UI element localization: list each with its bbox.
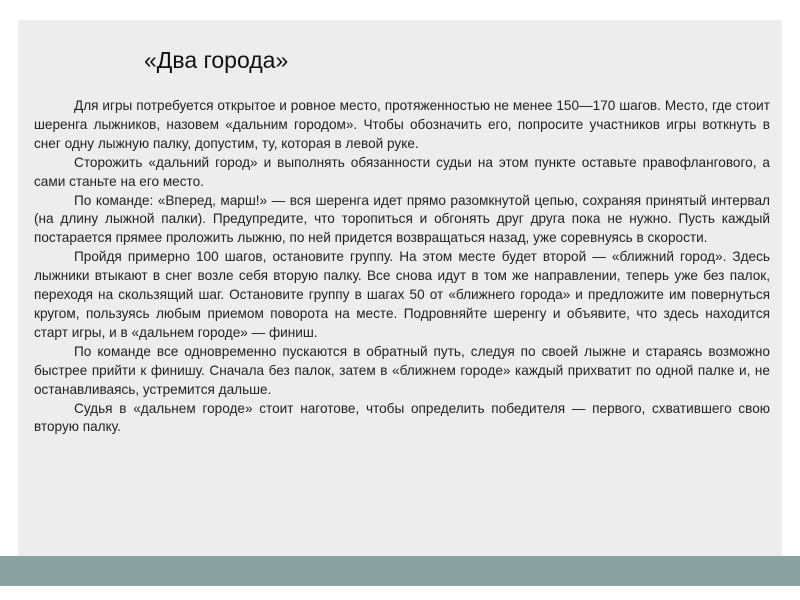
paragraph-5: По команде все одновременно пускаются в обратный путь, следуя по своей лыжне и стараясь возможно быстрее прийти к финишу. Сначала без палок, затем в «ближнем городе» каждый прихватит по одной палке и, не останавливаясь, устремится дальше.	[34, 343, 770, 397]
slide-title: «Два города»	[144, 47, 289, 73]
paragraph-4: Пройдя примерно 100 шагов, остановите группу. На этом месте будет второй — «ближний город». Здесь лыжники втыкают в снег возле себя вторую палку. Все снова идут в том же направлении, теперь уже без палок, переходя на скользящий шаг. Остановите группу в шагах 50 от «ближнего города» и предложите им повернуться кругом, пользуясь любым приемом поворота на месте. Подровняйте шеренгу и объявите, что здесь находится старт игры, и в «дальнем городе» — финиш.	[34, 249, 770, 340]
slide-body	[34, 97, 770, 437]
footer-bar	[0, 556, 800, 586]
paragraph-2: Сторожить «дальний город» и выполнять обязанности судьи на этом пункте оставьте правофлангового, а сами станьте на его место.	[34, 154, 770, 189]
paragraph-1: Для игры потребуется открытое и ровное место, протяженностью не менее 150—170 шагов. Место, где стоит шеренга лыжников, назовем «дальним городом». Чтобы обозначить его, попросите участников игры воткнуть в снег одну лыжную палку, допустим, ту, которая в левой руке.	[34, 98, 770, 151]
paragraph-6: Судья в «дальнем городе» стоит наготове, чтобы определить победителя — первого, схватившего свою вторую палку.	[34, 400, 770, 435]
paragraph-3: По команде: «Вперед, марш!» — вся шеренга идет прямо разомкнутой цепью, сохраняя принятый интервал (на длину лыжной палки). Предупредите, что торопиться и обгонять друг друга пока не нужно. Пусть каждый постарается прямее проложить лыжню, по ней придется возвращаться назад, уже соревнуясь в скорости.	[34, 192, 770, 246]
